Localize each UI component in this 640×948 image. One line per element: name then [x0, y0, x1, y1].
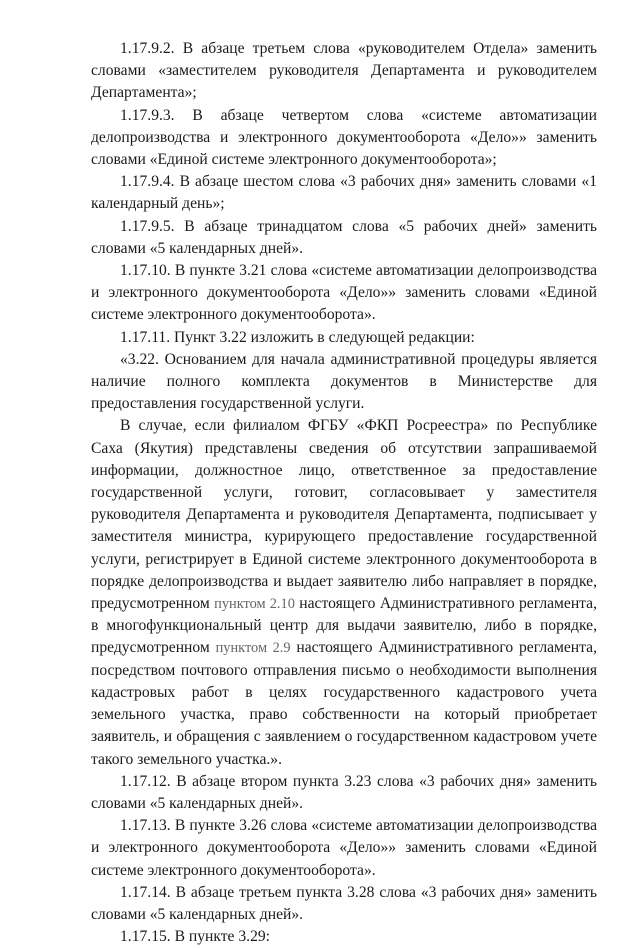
- paragraph-p9: [91, 771, 597, 815]
- paragraph-p10: [91, 815, 597, 882]
- text-run: 1.17.9.4. В абзаце шестом слова «3 рабочих дня» заменить словами «1 календарный день»;: [91, 173, 597, 213]
- paragraph-p11: [91, 882, 597, 926]
- text-run: 1.17.10. В пункте 3.21 слова «системе автоматизации делопроизводства и электронного документооборота «Дело»» заменить словами «Единой системе электронного документооборота».: [91, 262, 597, 324]
- text-run: 1.17.9.5. В абзаце тринадцатом слова «5 рабочих дней» заменить словами «5 календарных дней».: [91, 217, 597, 257]
- document-body: [91, 38, 597, 948]
- text-run: 1.17.15. В пункте 3.29:: [120, 928, 270, 946]
- cross-reference: пунктом 2.9: [215, 640, 291, 657]
- text-run: 1.17.12. В абзаце втором пункта 3.23 слова «3 рабочих дня» заменить словами «5 календарных дней».: [91, 772, 597, 812]
- text-run: 1.17.11. Пункт 3.22 изложить в следующей редакции:: [120, 328, 475, 346]
- paragraph-p8: [91, 415, 597, 770]
- text-run: 1.17.9.3. В абзаце четвертом слова «системе автоматизации делопроизводства и электронного документооборота «Дело»» заменить словами «Единой системе электронного документооборота»;: [91, 106, 597, 169]
- text-run: настоящего Административного регламента, посредством почтового отправления письмо о необходимости выполнения кадастровых работ в целях государственного кадастрового учета земельного участка, право собственности на который приобретает заявитель, и обращения с заявлением о государственном кадастровом учете такого земельного участка.».: [91, 639, 597, 768]
- cross-reference: пунктом 2.10: [214, 596, 295, 613]
- text-run: 1.17.9.2. В абзаце третьем слова «руководителем Отдела» заменить словами «заместителем руководителя Департамента и руководителем Департамента»;: [91, 40, 597, 102]
- paragraph-p3: [91, 171, 597, 215]
- paragraph-p7: [91, 349, 597, 416]
- paragraph-p6: [91, 327, 597, 349]
- text-run: 1.17.13. В пункте 3.26 слова «системе автоматизации делопроизводства и электронного документооборота «Дело»» заменить словами «Единой системе электронного документооборота».: [91, 817, 597, 879]
- paragraph-p12: [91, 926, 597, 948]
- paragraph-p5: [91, 260, 597, 327]
- text-run: В случае, если филиалом ФГБУ «ФКП Росреестра» по Республике Саха (Якутия) представлены сведения об отсутствии запрашиваемой информации, должностное лицо, ответственное за предоставление государственной услуги, готовит, согласовывает у заместителя руководителя Департамента и руководителя Департамента, подписывает у заместителя министра, курирующего предоставление государственной услуги, регистрирует в Единой системе электронного документооборота в порядке делопроизводства и выдает заявителю либо направляет в порядке, предусмотренном: [91, 417, 597, 613]
- text-run: настоящего Административного регламента, в многофункциональный центр для выдачи заявителю, либо в порядке, предусмотренном: [91, 595, 597, 657]
- paragraph-p4: [91, 216, 597, 260]
- text-run: «3.22. Основанием для начала административной процедуры является наличие полного комплекта документов в Министерстве для предоставления государственной услуги.: [91, 350, 597, 413]
- text-run: 1.17.14. В абзаце третьем пункта 3.28 слова «3 рабочих дня» заменить словами «5 календарных дней».: [91, 883, 597, 923]
- paragraph-p2: [91, 105, 597, 172]
- paragraph-p1: [91, 38, 597, 105]
